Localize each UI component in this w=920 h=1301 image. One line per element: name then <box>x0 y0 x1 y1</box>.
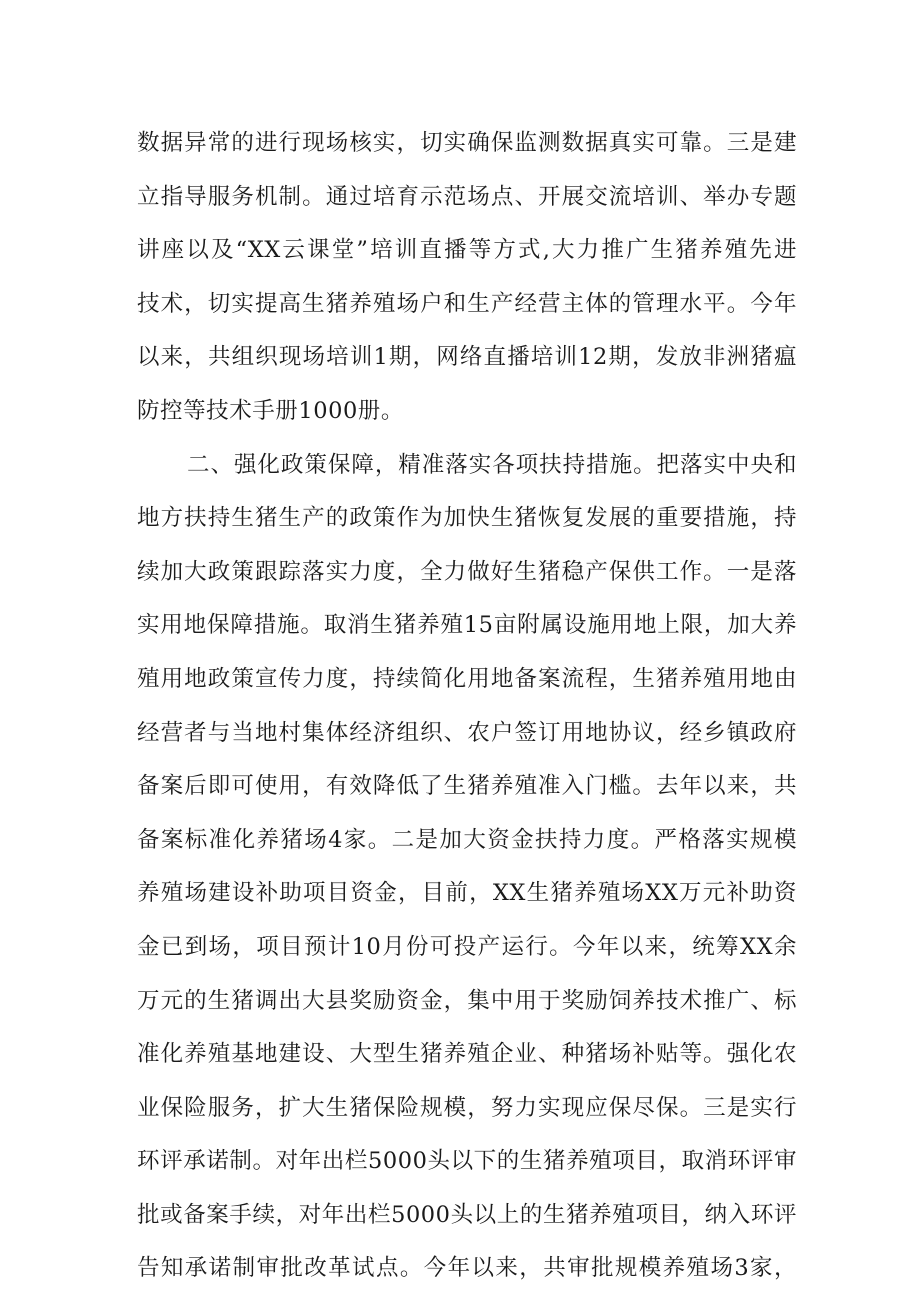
text-line: 准化养殖基地建设、大型生猪养殖企业、种猪场补贴等。强化农 <box>137 1041 797 1068</box>
text-line: 告知承诺制审批改革试点。今年以来，共审批规模养殖场3家， <box>137 1255 797 1282</box>
text-line: 养殖场建设补助项目资金，目前，XX生猪养殖场XX万元补助资 <box>137 880 797 907</box>
text-line: 经营者与当地村集体经济组织、农户签订用地协议，经乡镇政府 <box>137 719 797 746</box>
text-line: 环评承诺制。对年出栏5000头以下的生猪养殖项目，取消环评审 <box>137 1148 797 1175</box>
text-line: 业保险服务，扩大生猪保险规模，努力实现应保尽保。三是实行 <box>137 1094 797 1121</box>
text-line: 防控等技术手册1000册。 <box>137 397 404 424</box>
text-line: 万元的生猪调出大县奖励资金，集中用于奖励饲养技术推广、标 <box>137 987 797 1014</box>
section-heading-line: 二、强化政策保障，精准落实各项扶持措施。把落实中央和 <box>187 451 797 478</box>
text-line: 实用地保障措施。取消生猪养殖15亩附属设施用地上限，加大养 <box>137 612 797 639</box>
document-body <box>137 117 797 1296</box>
text-line: 金已到场，项目预计10月份可投产运行。今年以来，统筹XX余 <box>137 933 797 960</box>
text-line: 立指导服务机制。通过培育示范场点、开展交流培训、举办专题 <box>137 183 797 210</box>
text-line: 批或备案手续，对年出栏5000头以上的生猪养殖项目，纳入环评 <box>137 1201 797 1228</box>
text-line: 数据异常的进行现场核实，切实确保监测数据真实可靠。三是建 <box>137 130 797 156</box>
text-line: 技术，切实提高生猪养殖场户和生产经营主体的管理水平。今年 <box>137 290 797 317</box>
text-line: 殖用地政策宣传力度，持续简化用地备案流程，生猪养殖用地由 <box>137 665 797 692</box>
text-line: 备案标准化养猪场4家。二是加大资金扶持力度。严格落实规模 <box>137 826 797 853</box>
text-line: 以来，共组织现场培训1期，网络直播培训12期，发放非洲猪瘟 <box>137 344 797 371</box>
text-line: 续加大政策跟踪落实力度，全力做好生猪稳产保供工作。一是落 <box>137 558 797 585</box>
text-line: 讲座以及“XX云课堂”培训直播等方式,大力推广生猪养殖先进 <box>137 237 797 264</box>
text-line: 备案后即可使用，有效降低了生猪养殖准入门槛。去年以来，共 <box>137 773 797 800</box>
text-line: 地方扶持生猪生产的政策作为加快生猪恢复发展的重要措施，持 <box>137 505 797 532</box>
